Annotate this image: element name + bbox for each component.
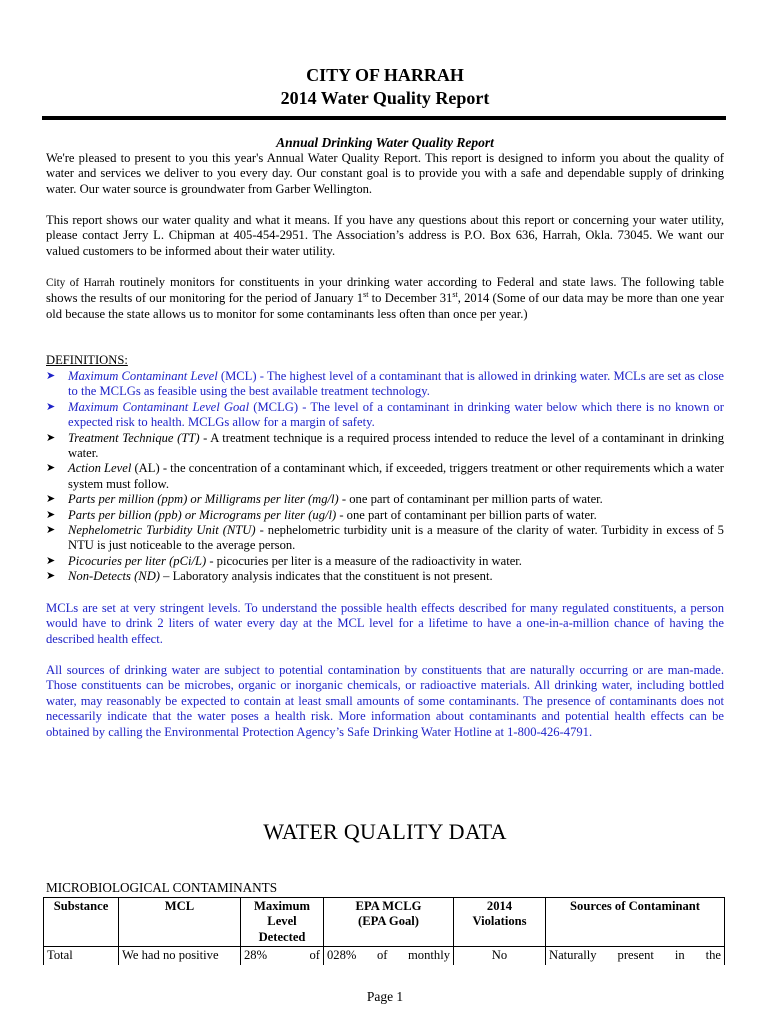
p3-text-b: to December 31 xyxy=(368,291,453,306)
p3-sup-1: st xyxy=(363,290,369,300)
table-header-row xyxy=(44,898,725,947)
col-mcl: MCL xyxy=(119,898,241,947)
cell-max-level: 28% of xyxy=(241,947,324,965)
col-violations: 2014 Violations xyxy=(454,898,546,947)
definition-text: - one part of contaminant per million parts of water. xyxy=(338,492,603,507)
definition-term: Treatment Technique (TT) xyxy=(68,430,200,445)
col-epa-mclg: EPA MCLG (EPA Goal) xyxy=(324,898,454,947)
cell-sources: Naturally present in the xyxy=(546,947,725,965)
definition-text: (AL) - the concentration of a contaminant which, if exceeded, triggers treatment or other requirements which a water system must follow. xyxy=(68,461,724,491)
definition-item xyxy=(46,554,724,569)
definition-term: Parts per million (ppm) or Milligrams per liter (mg/l) xyxy=(68,492,339,507)
cell-mclg: 028% of monthly xyxy=(324,947,454,965)
definition-text: (MCLG) - The level of a contaminant in drinking water below which there is no known or expected risk to health. MCLGs allow for a margin of safety. xyxy=(68,399,725,430)
definition-text: - one part of contaminant per billion parts of water. xyxy=(336,507,597,522)
definition-term: Picocuries per liter (pCi/L) xyxy=(68,553,207,568)
intro-paragraph-2: This report shows our water quality and what it means. If you have any questions about this report or concerning your water utility, please contact Jerry L. Chipman at 405-454-2951. The Association’s address is P.O. Box 636, Harrah, Okla. 73045. We want our valued customers to be informed about their water utility. xyxy=(46,213,724,258)
definition-term: Action Level xyxy=(68,461,132,476)
definition-term: Non-Detects (ND) xyxy=(68,569,160,584)
report-title: 2014 Water Quality Report xyxy=(280,88,490,108)
col-max-level: Maximum Level Detected xyxy=(241,898,324,947)
arrow-bullet-icon: ➤ xyxy=(46,462,56,475)
definition-item xyxy=(46,400,724,431)
intro-paragraph-1: We're pleased to present to you this year's Annual Water Quality Report. This report is designed to inform you about the quality of water and services we deliver to you every day. Our constant goal is to provide you with a safe and dependable supply of drinking water. Our water source is groundwater from Garber Wellington. xyxy=(46,151,724,196)
cell-substance: Total xyxy=(44,947,119,965)
table-title: MICROBIOLOGICAL CONTAMINANTS xyxy=(46,880,278,895)
definition-text: (MCL) - The highest level of a contaminant that is allowed in drinking water. MCLs are set as close to the MCLGs as feasible using the best available treatment technology. xyxy=(68,369,724,399)
intro-paragraph-3 xyxy=(46,275,724,322)
city-name: City of Harrah xyxy=(46,277,115,289)
title-divider xyxy=(42,116,726,120)
p3-sup-2: st xyxy=(452,290,458,300)
definition-item xyxy=(46,369,724,400)
definition-text: - A treatment technique is a required process intended to reduce the level of a contaminant in drinking water. xyxy=(68,430,724,461)
microbiological-table xyxy=(43,897,725,965)
definitions-heading: DEFINITIONS: xyxy=(46,353,128,367)
definition-item xyxy=(46,523,724,554)
definition-text: - nephelometric turbidity unit is a measure of the clarity of water. Turbidity in excess of 5 NTU is just noticeable to the average person. xyxy=(68,523,724,553)
report-subtitle: Annual Drinking Water Quality Report xyxy=(276,135,494,150)
arrow-bullet-icon: ➤ xyxy=(46,554,56,567)
arrow-bullet-icon: ➤ xyxy=(46,570,56,583)
water-quality-heading: WATER QUALITY DATA xyxy=(263,819,507,844)
definition-item xyxy=(46,508,724,523)
page-number: Page 1 xyxy=(366,989,404,1004)
definition-text: - picocuries per liter is a measure of the radioactivity in water. xyxy=(206,553,522,568)
definition-item xyxy=(46,492,724,507)
cell-mcl: We had no positive xyxy=(119,947,241,965)
p3-text-c: , 2014 (Some of our data may be more than one year old because the state allows us to monitor for some contaminants less often than once per year.) xyxy=(46,291,725,321)
definition-term: Nephelometric Turbidity Unit (NTU) xyxy=(68,523,256,538)
definition-item xyxy=(46,461,724,492)
definition-text: – Laboratory analysis indicates that the constituent is not present. xyxy=(159,569,493,584)
p3-text-a: routinely monitors for constituents in your drinking water according to Federal and state laws. The following table shows the results of our monitoring for the period of January 1 xyxy=(46,275,724,306)
arrow-bullet-icon: ➤ xyxy=(46,370,56,382)
city-title: CITY OF HARRAH xyxy=(306,65,464,85)
definition-item xyxy=(46,431,724,462)
table-row xyxy=(44,947,725,965)
definitions-list xyxy=(46,369,724,585)
arrow-bullet-icon: ➤ xyxy=(46,431,56,444)
definition-item xyxy=(46,569,724,584)
arrow-bullet-icon: ➤ xyxy=(46,508,56,521)
sources-note: All sources of drinking water are subject to potential contamination by constituents that are naturally occurring or are man-made. Those constituents can be microbes, organic or inorganic chemicals, or radioactive materials. All drinking water, including bottled water, may reasonably be expected to contain at least small amounts of some contaminants. The presence of contaminants does not necessarily indicate that the water poses a health risk. More information about contaminants and potential health effects can be obtained by calling the Environmental Protection Agency’s Safe Drinking Water Hotline at 1-800-426-4791. xyxy=(46,663,724,739)
arrow-bullet-icon: ➤ xyxy=(46,400,56,413)
col-sources: Sources of Contaminant xyxy=(546,898,725,947)
arrow-bullet-icon: ➤ xyxy=(46,493,56,506)
mcl-note: MCLs are set at very stringent levels. To understand the possible health effects described for many regulated constituents, a person would have to drink 2 liters of water every day at the MCL level for a lifetime to have a one-in-a-million chance of having the described health effect. xyxy=(46,601,724,646)
cell-violations: No xyxy=(454,947,546,965)
definition-term: Parts per billion (ppb) or Micrograms per liter (ug/l) xyxy=(68,507,337,522)
definition-term: Maximum Contaminant Level Goal xyxy=(68,399,250,414)
definition-term: Maximum Contaminant Level xyxy=(68,369,218,383)
arrow-bullet-icon: ➤ xyxy=(46,524,56,537)
col-substance: Substance xyxy=(44,898,119,947)
